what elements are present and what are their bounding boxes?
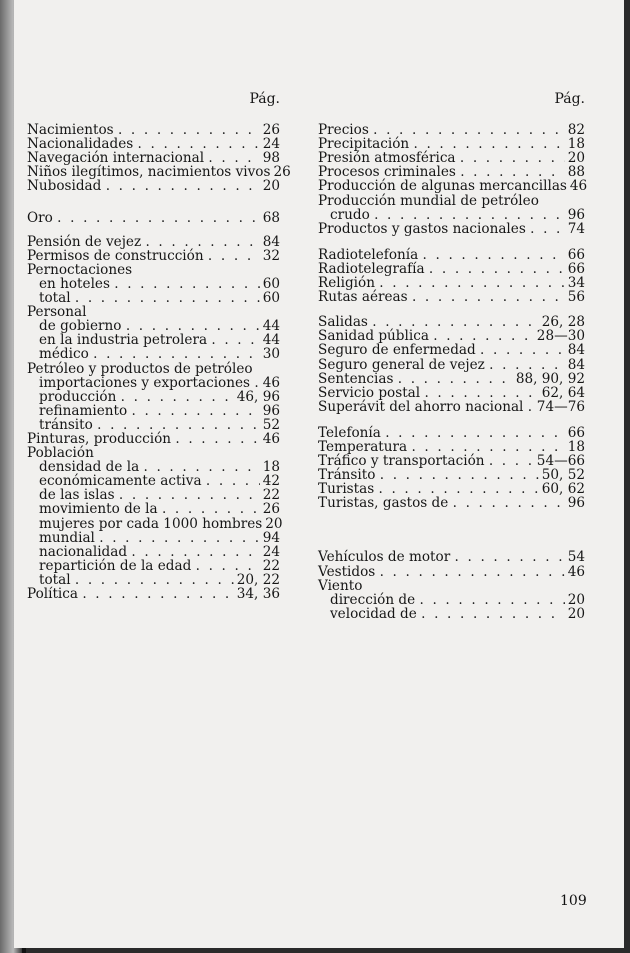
index-entry bbox=[318, 276, 585, 290]
entry-page-ref: 46 bbox=[262, 374, 280, 391]
entry-term: total bbox=[39, 571, 71, 588]
index-entry bbox=[27, 235, 280, 249]
index-entry bbox=[318, 496, 585, 510]
index-entry bbox=[27, 211, 280, 225]
index-entry bbox=[27, 362, 280, 376]
index-entry bbox=[27, 460, 280, 474]
dot-leader bbox=[408, 290, 565, 304]
entry-page-ref: 84 bbox=[567, 342, 585, 359]
index-entry bbox=[318, 468, 585, 482]
index-entry bbox=[27, 151, 280, 165]
dot-leader bbox=[415, 593, 565, 607]
entry-page-ref: 84 bbox=[567, 356, 585, 373]
entry-page-ref: 56 bbox=[567, 289, 585, 306]
index-entry bbox=[27, 164, 291, 181]
dot-leader bbox=[204, 249, 260, 263]
entry-page-ref: 54 bbox=[567, 549, 585, 566]
entry-term: repartición de la edad bbox=[39, 557, 192, 574]
dot-leader bbox=[526, 222, 565, 236]
entry-page-ref: 74 bbox=[567, 220, 585, 237]
entry-term: dirección de bbox=[330, 591, 416, 608]
index-entry bbox=[27, 123, 280, 137]
index-entry bbox=[318, 550, 585, 564]
dot-leader bbox=[141, 235, 260, 249]
entry-term: de las islas bbox=[39, 487, 115, 504]
entry-term: densidad de la bbox=[39, 459, 140, 476]
dot-leader bbox=[374, 482, 539, 496]
index-entry bbox=[27, 531, 280, 545]
entry-page-ref: 68 bbox=[262, 209, 280, 226]
entry-page-ref: 74—76 bbox=[536, 398, 585, 415]
entry-page-ref: 44 bbox=[262, 318, 280, 335]
entry-page-ref: 42 bbox=[262, 473, 280, 490]
index-entry bbox=[318, 123, 585, 137]
entry-term: Niños ilegítimos, nacimientos vivos bbox=[27, 164, 271, 181]
dot-leader bbox=[523, 400, 533, 414]
index-entry bbox=[27, 263, 280, 277]
entry-term: en la industria petrolera bbox=[39, 332, 208, 349]
entry-term: Seguro de enfermedad bbox=[318, 342, 476, 359]
entry-term: Nubosidad bbox=[27, 178, 102, 195]
entry-page-ref: 18 bbox=[567, 136, 585, 153]
entry-term: producción bbox=[39, 388, 117, 405]
index-section bbox=[318, 426, 585, 511]
entry-page-ref: 98 bbox=[262, 150, 280, 167]
entry-page-ref: 20 bbox=[265, 515, 283, 532]
entry-term: Viento bbox=[318, 577, 363, 594]
entry-term: Turistas bbox=[318, 481, 375, 498]
index-entry bbox=[318, 426, 585, 440]
entry-page-ref: 96 bbox=[262, 402, 280, 419]
entry-page-ref: 32 bbox=[262, 247, 280, 264]
index-section bbox=[27, 211, 280, 225]
index-entry bbox=[27, 376, 280, 390]
entry-page-ref: 66 bbox=[567, 424, 585, 441]
index-entry bbox=[318, 248, 585, 262]
dot-leader bbox=[375, 276, 565, 290]
entry-term: Nacimientos bbox=[27, 122, 114, 139]
index-entry bbox=[318, 343, 585, 357]
entry-page-ref: 30 bbox=[262, 346, 280, 363]
index-entry bbox=[27, 573, 280, 587]
index-entry bbox=[318, 315, 585, 329]
dot-leader bbox=[485, 454, 534, 468]
entry-page-ref: 20 bbox=[567, 150, 585, 167]
entry-term: Religión bbox=[318, 275, 375, 292]
entry-term: mundial bbox=[39, 529, 95, 546]
entry-term: Radiotelefonía bbox=[318, 246, 419, 263]
index-section bbox=[318, 122, 588, 237]
entry-page-ref: 20, 22 bbox=[236, 571, 280, 588]
index-entry bbox=[318, 482, 585, 496]
entry-term: Permisos de construcción bbox=[27, 247, 204, 264]
index-entry bbox=[27, 559, 280, 573]
entry-term: velocidad de bbox=[330, 605, 417, 622]
dot-leader bbox=[78, 587, 234, 601]
entry-term: Política bbox=[27, 586, 79, 602]
entry-page-ref: 24 bbox=[262, 136, 280, 153]
entry-term: Temperatura bbox=[318, 438, 408, 455]
dot-leader bbox=[204, 151, 260, 165]
entry-page-ref: 46 bbox=[567, 563, 585, 580]
index-column-left bbox=[27, 91, 291, 613]
entry-term: Servicio postal bbox=[318, 384, 421, 401]
entry-page-ref: 60 bbox=[262, 275, 280, 292]
entry-term: Nacionalidades bbox=[27, 136, 134, 153]
entry-term: Tránsito bbox=[318, 467, 376, 484]
entry-term: de gobierno bbox=[39, 318, 122, 335]
entry-term: Población bbox=[27, 445, 94, 462]
entry-term: Productos y gastos nacionales bbox=[318, 220, 526, 237]
entry-page-ref: 88, 90, 92 bbox=[515, 370, 585, 387]
dot-leader bbox=[122, 319, 260, 333]
dot-leader bbox=[417, 607, 565, 621]
index-entry bbox=[318, 262, 585, 276]
entry-term: Precipitación bbox=[318, 136, 410, 153]
entry-page-ref: 26, 28 bbox=[541, 314, 585, 331]
entry-page-ref: 20 bbox=[262, 178, 280, 195]
entry-page-ref: 60, 62 bbox=[541, 481, 585, 498]
dot-leader bbox=[369, 123, 565, 137]
index-entry bbox=[318, 454, 585, 468]
index-entry bbox=[318, 565, 585, 579]
entry-page-ref: 46 bbox=[569, 178, 588, 195]
index-entry bbox=[27, 446, 280, 460]
dot-leader bbox=[375, 468, 538, 482]
index-entry bbox=[27, 432, 280, 446]
dot-leader bbox=[171, 432, 260, 446]
index-section bbox=[27, 122, 291, 195]
index-entry bbox=[27, 333, 280, 347]
dot-leader bbox=[250, 376, 260, 390]
index-entry bbox=[27, 319, 280, 333]
dot-leader bbox=[425, 262, 565, 276]
entry-page-ref: 66 bbox=[567, 246, 585, 263]
entry-term: total bbox=[39, 290, 71, 307]
entry-term: Seguro general de vejez bbox=[318, 356, 485, 373]
dot-leader bbox=[127, 545, 260, 559]
entry-term: Vestidos bbox=[318, 563, 376, 580]
entry-page-ref: 88 bbox=[567, 164, 585, 181]
index-entry bbox=[318, 151, 585, 165]
entry-term: importaciones y exportaciones bbox=[39, 374, 251, 391]
index-entry bbox=[318, 440, 585, 454]
entry-term: Vehículos de motor bbox=[318, 549, 451, 566]
entry-term: movimiento de la bbox=[39, 501, 158, 518]
dot-leader bbox=[448, 496, 564, 510]
entry-page-ref: 50, 52 bbox=[541, 467, 585, 484]
entry-term: Procesos criminales bbox=[318, 164, 456, 181]
entry-page-ref: 20 bbox=[567, 591, 585, 608]
dot-leader bbox=[375, 565, 564, 579]
dot-leader bbox=[429, 329, 534, 343]
entry-page-ref: 22 bbox=[262, 557, 280, 574]
entry-term: Sentencias bbox=[318, 370, 394, 387]
entry-term: en hoteles bbox=[39, 275, 110, 292]
entry-page-ref: 20 bbox=[567, 605, 585, 622]
dot-leader bbox=[456, 151, 565, 165]
dot-leader bbox=[101, 179, 259, 193]
index-entry bbox=[27, 277, 280, 291]
entry-term: Radiotelegrafía bbox=[318, 260, 425, 277]
entry-term: Pensión de vejez bbox=[27, 233, 142, 250]
entry-page-ref: 94 bbox=[262, 529, 280, 546]
dot-leader bbox=[485, 358, 565, 372]
dot-leader bbox=[116, 390, 233, 404]
dot-leader bbox=[456, 165, 565, 179]
entry-term: mujeres por cada 1000 hombres bbox=[39, 515, 263, 532]
entry-term: Producción mundial de petróleo bbox=[318, 192, 539, 209]
entry-page-ref: 84 bbox=[262, 233, 280, 250]
index-entry bbox=[27, 587, 280, 601]
dot-leader bbox=[89, 347, 260, 361]
entry-page-ref: 18 bbox=[262, 459, 280, 476]
entry-term: Producción de algunas mercancillas bbox=[318, 178, 567, 195]
dot-leader bbox=[110, 277, 260, 291]
dot-leader bbox=[368, 315, 539, 329]
entry-page-ref: 22 bbox=[262, 487, 280, 504]
dot-leader bbox=[420, 386, 539, 400]
index-entry bbox=[27, 249, 280, 263]
index-entry bbox=[27, 390, 280, 404]
index-entry bbox=[318, 400, 585, 414]
index-entry bbox=[318, 329, 585, 343]
dot-leader bbox=[71, 573, 234, 587]
entry-term: Petróleo y productos de petróleo bbox=[27, 360, 253, 377]
entry-term: Pernoctaciones bbox=[27, 261, 133, 278]
page-number: 109 bbox=[560, 893, 587, 909]
index-section bbox=[318, 248, 585, 304]
dot-leader bbox=[127, 404, 260, 418]
index-entry bbox=[318, 194, 585, 208]
index-entry bbox=[318, 165, 585, 179]
dot-leader bbox=[158, 502, 260, 516]
index-entry bbox=[27, 474, 280, 488]
entry-page-ref: 26 bbox=[262, 501, 280, 518]
entry-term: nacionalidad bbox=[39, 543, 128, 560]
entry-page-ref: 82 bbox=[567, 122, 585, 139]
dot-leader bbox=[393, 372, 512, 386]
entry-term: Pinturas, producción bbox=[27, 430, 172, 447]
entry-term: Presión atmosférica bbox=[318, 150, 456, 167]
index-entry bbox=[318, 222, 585, 236]
dot-leader bbox=[407, 440, 565, 454]
dot-leader bbox=[139, 460, 260, 474]
index-entry bbox=[27, 502, 280, 516]
entry-page-ref: 46 bbox=[262, 430, 280, 447]
entry-term: refinamiento bbox=[39, 402, 128, 419]
index-entry bbox=[318, 593, 585, 607]
index-entry bbox=[27, 305, 280, 319]
entry-term: Precios bbox=[318, 122, 369, 139]
index-entry bbox=[27, 179, 280, 193]
entry-page-ref: 52 bbox=[262, 416, 280, 433]
index-entry bbox=[318, 579, 585, 593]
entry-page-ref: 24 bbox=[262, 543, 280, 560]
entry-term: económicamente activa bbox=[39, 473, 202, 490]
entry-page-ref: 44 bbox=[262, 332, 280, 349]
entry-page-ref: 54—66 bbox=[536, 453, 585, 470]
index-entry bbox=[27, 488, 280, 502]
entry-page-ref: 66 bbox=[567, 260, 585, 277]
entry-term: Oro bbox=[27, 209, 53, 226]
index-entry bbox=[318, 290, 585, 304]
entry-term: médico bbox=[39, 346, 89, 363]
index-entry bbox=[318, 137, 585, 151]
dot-leader bbox=[409, 137, 565, 151]
dot-leader bbox=[93, 418, 260, 432]
entry-term: Superávit del ahorro nacional bbox=[318, 398, 524, 415]
dot-leader bbox=[114, 123, 260, 137]
dot-leader bbox=[191, 559, 259, 573]
entry-term: tránsito bbox=[39, 416, 93, 433]
entry-term: Turistas, gastos de bbox=[318, 495, 449, 512]
dot-leader bbox=[207, 333, 260, 347]
entry-page-ref: 60 bbox=[262, 290, 280, 307]
index-entry bbox=[318, 358, 585, 372]
entry-term: crudo bbox=[330, 206, 370, 223]
index-entry bbox=[318, 607, 585, 621]
index-section bbox=[318, 315, 585, 414]
index-column-right bbox=[318, 91, 588, 633]
dot-leader bbox=[450, 550, 564, 564]
entry-term: Rutas aéreas bbox=[318, 289, 408, 306]
index-entry bbox=[27, 545, 280, 559]
dot-leader bbox=[370, 208, 565, 222]
index-entry bbox=[27, 291, 280, 305]
entry-page-ref: 62, 64 bbox=[541, 384, 585, 401]
dot-leader bbox=[202, 474, 260, 488]
index-entry bbox=[318, 178, 588, 195]
entry-term: Salidas bbox=[318, 314, 368, 331]
index-entry bbox=[318, 208, 585, 222]
entry-term: Telefonía bbox=[318, 424, 381, 441]
index-entry bbox=[318, 386, 585, 400]
index-section bbox=[27, 233, 283, 602]
index-entry bbox=[27, 347, 280, 361]
dot-leader bbox=[133, 137, 259, 151]
dot-leader bbox=[71, 291, 260, 305]
index-entry bbox=[318, 372, 585, 386]
dot-leader bbox=[381, 426, 565, 440]
index-entry bbox=[27, 137, 280, 151]
entry-page-ref: 34, 36 bbox=[236, 586, 280, 602]
dot-leader bbox=[476, 343, 565, 357]
dot-leader bbox=[53, 211, 260, 225]
entry-page-ref: 96 bbox=[567, 206, 585, 223]
index-entry bbox=[27, 515, 283, 532]
entry-term: Personal bbox=[27, 304, 87, 321]
entry-page-ref: 18 bbox=[567, 438, 585, 455]
index-entry bbox=[27, 418, 280, 432]
entry-term: Sanidad pública bbox=[318, 328, 429, 345]
entry-term: Tráfico y transportación bbox=[318, 453, 485, 470]
dot-leader bbox=[115, 488, 260, 502]
entry-page-ref: 26 bbox=[273, 164, 291, 181]
entry-page-ref: 26 bbox=[262, 122, 280, 139]
index-section bbox=[318, 550, 585, 620]
entry-page-ref: 34 bbox=[567, 275, 585, 292]
entry-page-ref: 46, 96 bbox=[236, 388, 280, 405]
page-column-header: Pág. bbox=[249, 91, 280, 107]
dot-leader bbox=[95, 531, 260, 545]
page-column-header: Pág. bbox=[554, 91, 585, 107]
entry-term: Navegación internacional bbox=[27, 150, 205, 167]
entry-page-ref: 96 bbox=[567, 495, 585, 512]
index-entry bbox=[27, 404, 280, 418]
dot-leader bbox=[418, 248, 564, 262]
entry-page-ref: 28—30 bbox=[536, 328, 585, 345]
